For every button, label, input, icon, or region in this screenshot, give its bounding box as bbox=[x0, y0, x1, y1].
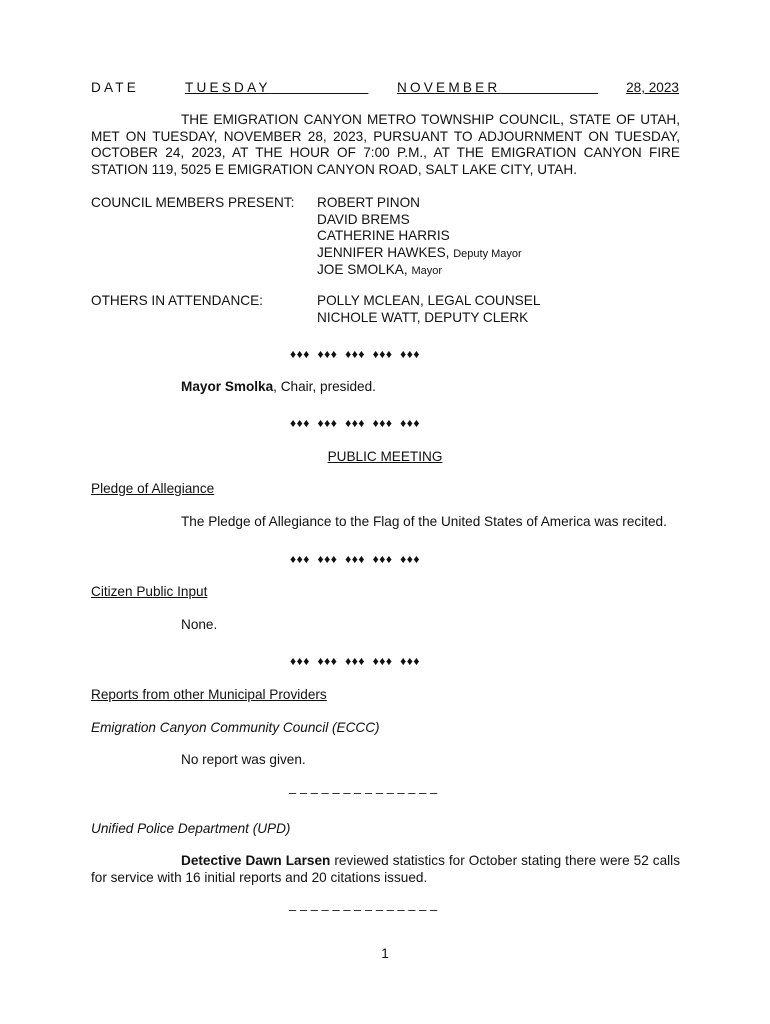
header-date: 28, 2023 bbox=[626, 80, 679, 95]
intro-paragraph: THE EMIGRATION CANYON METRO TOWNSHIP COUNCIL, STATE OF UTAH, MET ON TUESDAY, NOVEMBER 28, 2023, PURSUANT TO ADJOURNMENT ON TUESDAY, OCTOBER 24, 2023, AT THE HOUR OF 7:00 P.M., AT THE EMIGRATION CANYON FIRE STATION 119, 5025 E EMIGRATION CANYON ROAD, SALT LAKE CITY, UTAH. bbox=[91, 112, 680, 177]
reports-heading: Reports from other Municipal Providers bbox=[91, 687, 327, 702]
public-meeting-heading: PUBLIC MEETING bbox=[327, 449, 443, 464]
council-member: DAVID BREMS bbox=[317, 211, 410, 227]
pledge-text: The Pledge of Allegiance to the Flag of the United States of America was recited. bbox=[181, 514, 667, 529]
attendee: NICHOLE WATT, DEPUTY CLERK bbox=[317, 309, 529, 325]
upd-paragraph: Detective Dawn Larsen reviewed statistics for October stating there were 52 calls for service with 16 initial reports and 20 citations issued. bbox=[91, 853, 680, 885]
council-label: COUNCIL MEMBERS PRESENT: bbox=[91, 195, 295, 210]
date-label: DATE bbox=[91, 80, 140, 95]
council-member: JENNIFER HAWKES, Deputy Mayor bbox=[317, 244, 522, 260]
others-list bbox=[317, 293, 540, 326]
council-members-list bbox=[317, 195, 522, 280]
citizen-input-text: None. bbox=[181, 617, 218, 632]
header-day: TUESDAY bbox=[185, 80, 271, 95]
council-member: CATHERINE HARRIS bbox=[317, 228, 450, 243]
pledge-heading: Pledge of Allegiance bbox=[91, 481, 215, 496]
presided-line: Mayor Smolka, Chair, presided. bbox=[181, 379, 376, 394]
council-member: JOE SMOLKA, Mayor bbox=[317, 262, 442, 277]
dash-separator: – – – – – – – – – – – – – – bbox=[289, 902, 438, 917]
dash-separator: – – – – – – – – – – – – – – bbox=[289, 785, 438, 800]
citizen-input-heading: Citizen Public Input bbox=[91, 584, 208, 599]
diamond-separator: ♦♦♦ ♦♦♦ ♦♦♦ ♦♦♦ ♦♦♦ bbox=[290, 347, 421, 361]
upd-heading: Unified Police Department (UPD) bbox=[91, 821, 291, 836]
council-member: ROBERT PINON bbox=[317, 195, 420, 210]
others-label: OTHERS IN ATTENDANCE: bbox=[91, 293, 263, 308]
page-number: 1 bbox=[381, 946, 389, 961]
diamond-separator: ♦♦♦ ♦♦♦ ♦♦♦ ♦♦♦ ♦♦♦ bbox=[290, 416, 421, 430]
diamond-separator: ♦♦♦ ♦♦♦ ♦♦♦ ♦♦♦ ♦♦♦ bbox=[290, 552, 421, 566]
diamond-separator: ♦♦♦ ♦♦♦ ♦♦♦ ♦♦♦ ♦♦♦ bbox=[290, 654, 421, 668]
eccc-heading: Emigration Canyon Community Council (ECCC) bbox=[91, 720, 380, 735]
eccc-text: No report was given. bbox=[181, 752, 306, 767]
attendee: POLLY MCLEAN, LEGAL COUNSEL bbox=[317, 293, 541, 308]
header-month: NOVEMBER bbox=[397, 80, 501, 95]
